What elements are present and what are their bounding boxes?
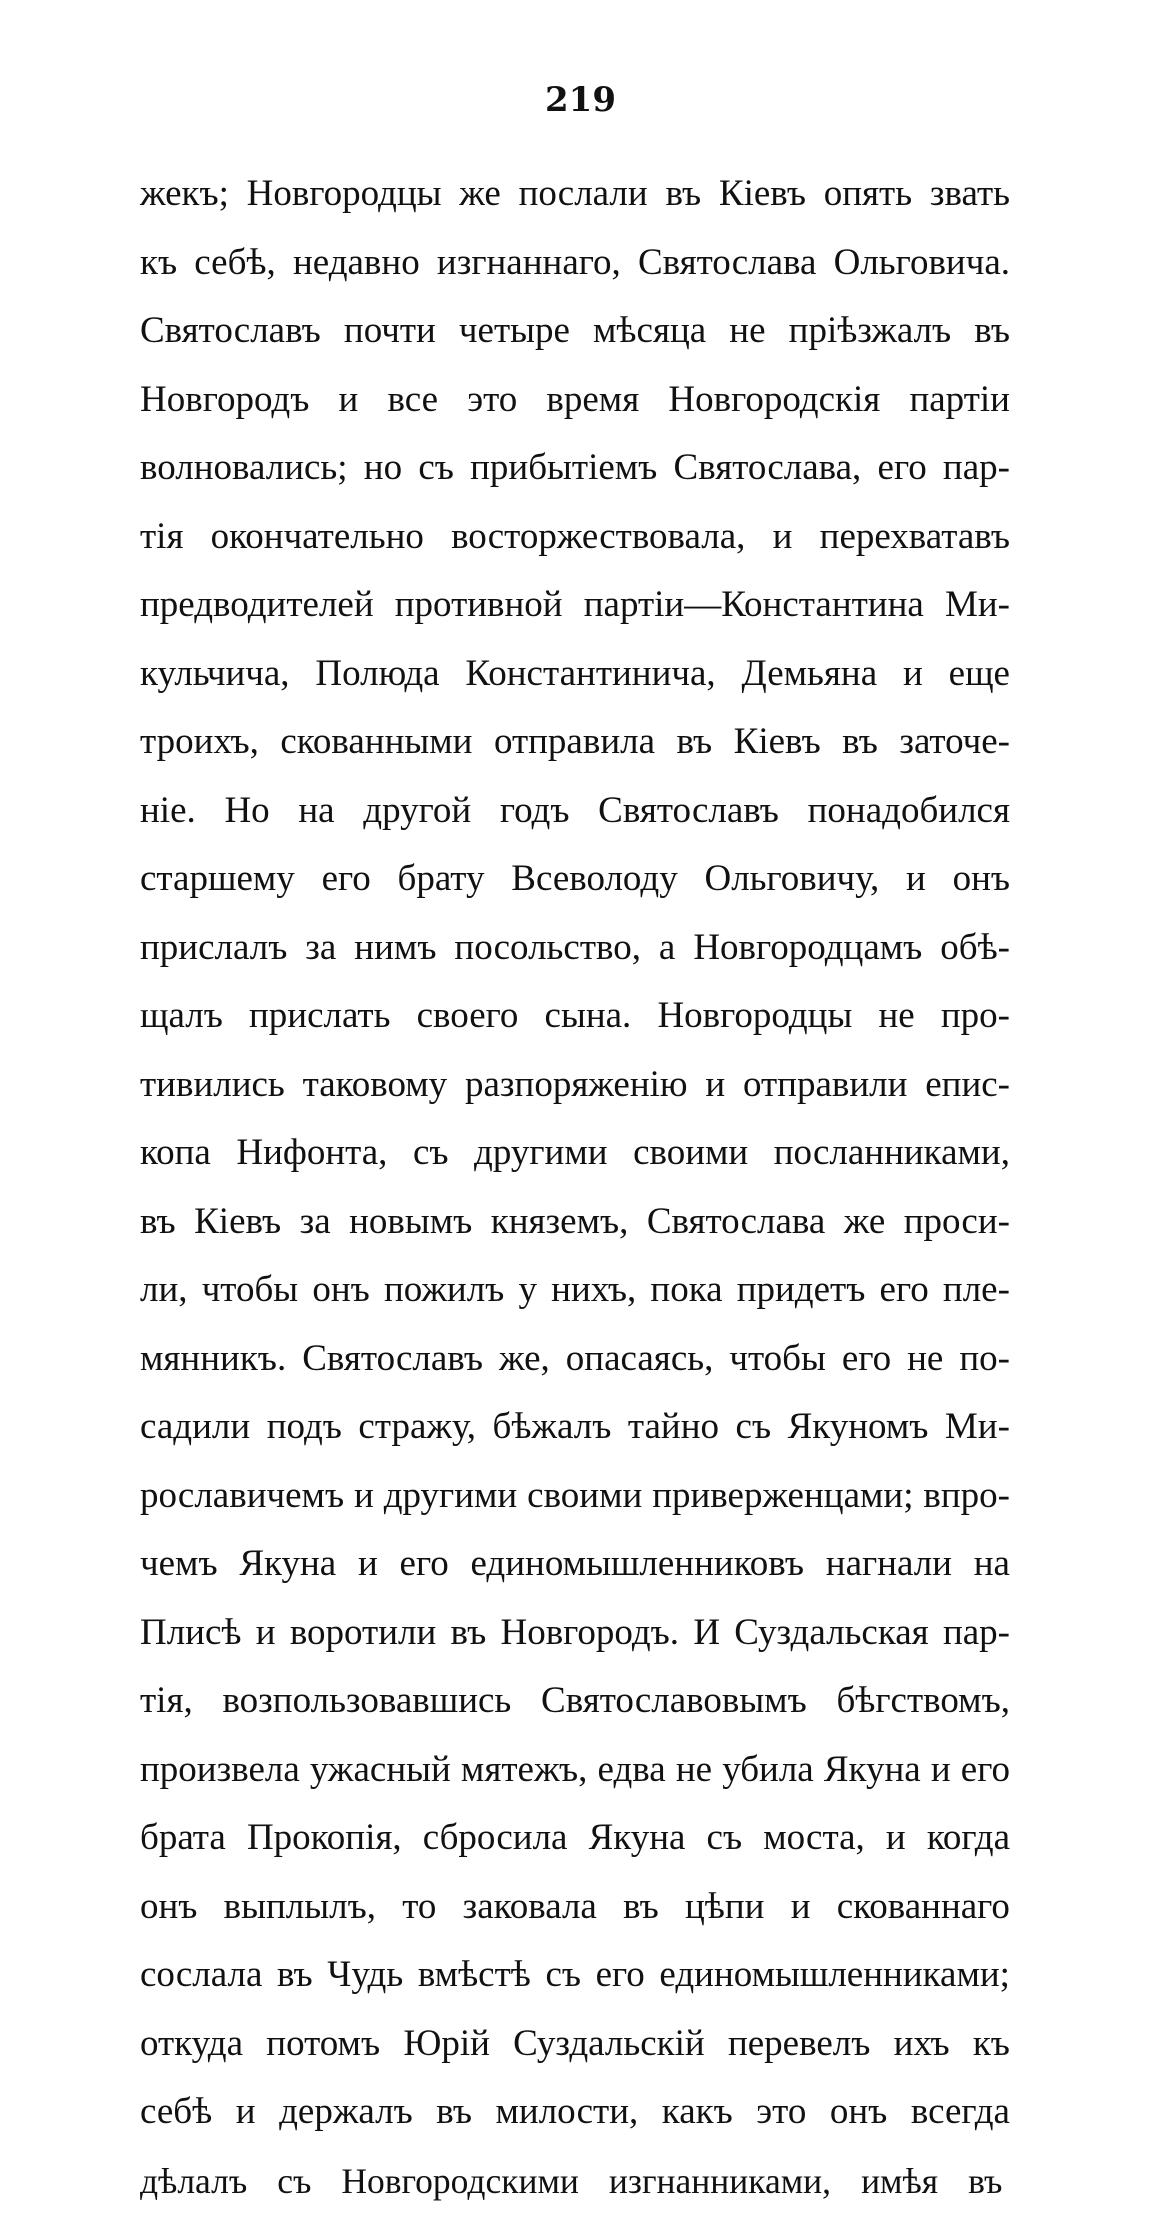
- text-line: [140, 1599, 1010, 1668]
- text-line: [140, 1667, 1010, 1736]
- word: это: [756, 2078, 806, 2147]
- word: же: [459, 160, 501, 229]
- text-line: [140, 2147, 1010, 2215]
- word: почти: [344, 297, 436, 366]
- word: съ: [413, 1119, 449, 1188]
- word: мѣсяца: [593, 297, 706, 366]
- text-line: [140, 777, 1010, 846]
- word: и: [931, 1736, 951, 1805]
- word: все: [387, 366, 438, 435]
- word: ихъ: [894, 2010, 950, 2079]
- word: скованнаго: [837, 1873, 1010, 1942]
- text-line: [140, 2010, 1010, 2079]
- word: откуда: [140, 2010, 243, 2079]
- word: и: [354, 1462, 374, 1531]
- word: противной: [395, 571, 563, 640]
- word: за: [300, 1188, 331, 1257]
- word: еще: [949, 640, 1010, 709]
- text-line: [140, 434, 1010, 503]
- text-line: [140, 571, 1010, 640]
- word: другими: [474, 1119, 608, 1188]
- word: съ: [545, 1941, 581, 2010]
- text-line: [140, 914, 1010, 983]
- word: чтобы: [202, 1256, 298, 1325]
- word: Святослава,: [674, 434, 862, 503]
- word: перехватавъ: [820, 503, 1010, 572]
- word: то: [402, 1873, 436, 1942]
- word: своими: [633, 1119, 748, 1188]
- text-line: [140, 1119, 1010, 1188]
- word: у: [518, 1256, 537, 1325]
- word: ніе.: [140, 777, 196, 846]
- word: послали: [519, 160, 648, 229]
- word: Новгородскими: [341, 2147, 579, 2215]
- word: тивились: [140, 1051, 285, 1120]
- word: нимъ: [354, 914, 436, 983]
- word: его: [322, 845, 371, 914]
- word: восторжествовала,: [451, 503, 745, 572]
- word: нихъ,: [551, 1256, 636, 1325]
- word: изгнаннаго,: [437, 229, 621, 298]
- word: и: [886, 1804, 906, 1873]
- word: Святославъ: [302, 1325, 483, 1394]
- word: приверженцами;: [652, 1462, 913, 1531]
- word: и: [236, 2078, 256, 2147]
- word: за: [305, 914, 336, 983]
- word: его: [596, 1941, 645, 2010]
- word: Суздальская: [734, 1599, 928, 1668]
- word: недавно: [293, 229, 420, 298]
- word: прислалъ: [140, 914, 287, 983]
- word: а: [659, 914, 675, 983]
- word: тія: [140, 503, 183, 572]
- word: бѣжалъ: [493, 1393, 612, 1462]
- word: старшему: [140, 845, 295, 914]
- word: но: [364, 434, 402, 503]
- word: когда: [927, 1804, 1010, 1873]
- word: какъ: [662, 2078, 733, 2147]
- word: же,: [499, 1325, 550, 1394]
- word: окончательно: [211, 503, 424, 572]
- text-line: [140, 1188, 1010, 1257]
- word: Чудь: [327, 1941, 403, 2010]
- word: княземъ,: [491, 1188, 629, 1257]
- text-line: [140, 1325, 1010, 1394]
- body-text: [140, 160, 1010, 2215]
- word: по-: [959, 1325, 1010, 1394]
- word: нагнали: [826, 1530, 952, 1599]
- word: имѣя: [861, 2147, 938, 2215]
- word: въ: [277, 1941, 313, 2010]
- word: съ: [707, 1804, 743, 1873]
- word: Новгородъ.: [500, 1599, 679, 1668]
- word: ли,: [140, 1256, 188, 1325]
- word: отправили: [743, 1051, 907, 1120]
- text-line: [140, 982, 1010, 1051]
- text-line: [140, 1530, 1010, 1599]
- text-line: [140, 1873, 1010, 1942]
- text-line: [140, 1804, 1010, 1873]
- word: его: [842, 1325, 891, 1394]
- word: его: [880, 1256, 929, 1325]
- word: пар-: [943, 1599, 1010, 1668]
- word: на: [974, 1530, 1010, 1599]
- word: мятежъ,: [461, 1736, 587, 1805]
- word: звать: [930, 160, 1010, 229]
- word: его: [878, 434, 927, 503]
- word: къ: [973, 2010, 1010, 2079]
- word: Новгородцамъ: [693, 914, 922, 983]
- word: Ми-: [945, 571, 1010, 640]
- word: заточе-: [899, 708, 1010, 777]
- text-line: [140, 160, 1010, 229]
- word: придетъ: [737, 1256, 866, 1325]
- word: моста,: [763, 1804, 865, 1873]
- word: тайно: [628, 1393, 719, 1462]
- word: Новгородъ: [140, 366, 309, 435]
- text-line: [140, 1736, 1010, 1805]
- word: отправила: [494, 708, 655, 777]
- word: и: [791, 1873, 811, 1942]
- word: ужасный: [310, 1736, 451, 1805]
- word: пле-: [943, 1256, 1010, 1325]
- word: Прокопія,: [247, 1804, 402, 1873]
- word: его: [400, 1530, 449, 1599]
- text-line: [140, 1393, 1010, 1462]
- text-line: [140, 1462, 1010, 1531]
- word: въ: [676, 708, 712, 777]
- word: сына.: [545, 982, 632, 1051]
- word: въ: [623, 1873, 659, 1942]
- word: потомъ: [266, 2010, 380, 2079]
- word: это: [467, 366, 517, 435]
- word: годъ: [500, 777, 570, 846]
- text-line: [140, 708, 1010, 777]
- word: Якуна: [589, 1804, 686, 1873]
- text-line: [140, 1256, 1010, 1325]
- word: брату: [398, 845, 485, 914]
- word: сбросила: [423, 1804, 568, 1873]
- word: посольство,: [454, 914, 641, 983]
- word: Якуномъ: [788, 1393, 929, 1462]
- word: цѣпи: [685, 1873, 765, 1942]
- page-number: 219: [0, 80, 1161, 120]
- word: прислать: [249, 982, 391, 1051]
- word: всегда: [911, 2078, 1010, 2147]
- word: партіи: [909, 366, 1010, 435]
- word: пожилъ: [384, 1256, 504, 1325]
- word: проси-: [904, 1188, 1010, 1257]
- word: его: [961, 1736, 1010, 1805]
- word: Демьяна: [742, 640, 878, 709]
- word: сослала: [140, 1941, 262, 2010]
- word: единомышленниками;: [659, 1941, 1010, 2010]
- word: не: [878, 982, 914, 1051]
- text-line: [140, 845, 1010, 914]
- word: вмѣстѣ: [418, 1941, 531, 2010]
- word: прибытіемъ: [470, 434, 657, 503]
- text-line: [140, 297, 1010, 366]
- word: въ: [968, 2147, 1002, 2215]
- word: держалъ: [279, 2078, 413, 2147]
- word: же: [844, 1188, 886, 1257]
- word: жекъ;: [140, 160, 229, 229]
- word: Полюда: [315, 640, 439, 709]
- word: разпоряженію: [465, 1051, 688, 1120]
- word: выплылъ,: [224, 1873, 376, 1942]
- text-line: [140, 1941, 1010, 2010]
- word: подъ: [267, 1393, 342, 1462]
- word: и: [358, 1530, 378, 1599]
- text-line: [140, 2078, 1010, 2147]
- word: Нифонта,: [236, 1119, 387, 1188]
- word: другой: [363, 777, 471, 846]
- word: не: [907, 1325, 943, 1394]
- text-line: [140, 229, 1010, 298]
- word: стражу,: [358, 1393, 476, 1462]
- word: заковала: [463, 1873, 597, 1942]
- word: тія,: [140, 1667, 193, 1736]
- word: Святославовымъ: [541, 1667, 807, 1736]
- word: другими: [384, 1462, 518, 1531]
- word: партіи—Константина: [584, 571, 924, 640]
- word: троихъ,: [140, 708, 259, 777]
- word: на: [298, 777, 334, 846]
- word: рославичемъ: [140, 1462, 344, 1531]
- text-line: [140, 640, 1010, 709]
- word: произвела: [140, 1736, 300, 1805]
- word: чтобы: [729, 1325, 825, 1394]
- word: впро-: [923, 1462, 1010, 1531]
- word: Якуна: [239, 1530, 336, 1599]
- word: Святославъ: [598, 777, 779, 846]
- word: Плисѣ: [140, 1599, 242, 1668]
- word: едва: [598, 1736, 666, 1805]
- word: чемъ: [140, 1530, 218, 1599]
- word: пока: [650, 1256, 722, 1325]
- word: пріѣзжалъ: [789, 297, 952, 366]
- word: перевелъ: [728, 2010, 870, 2079]
- word: возпользовавшись: [222, 1667, 511, 1736]
- word: Ольговичу,: [704, 845, 879, 914]
- word: Новгородскія: [668, 366, 880, 435]
- word: онъ: [953, 845, 1010, 914]
- word: таковому: [303, 1051, 448, 1120]
- text-line: [140, 366, 1010, 435]
- word: своими: [527, 1462, 642, 1531]
- word: И: [693, 1599, 720, 1668]
- word: Новгородцы: [657, 982, 852, 1051]
- word: воротили: [290, 1599, 436, 1668]
- word: онъ: [312, 1256, 369, 1325]
- word: и: [773, 503, 793, 572]
- word: дѣлалъ: [140, 2147, 247, 2215]
- text-line: [140, 1051, 1010, 1120]
- word: садили: [140, 1393, 250, 1462]
- word: милости,: [496, 2078, 639, 2147]
- word: Кіевъ: [719, 160, 806, 229]
- word: къ: [140, 229, 177, 298]
- word: въ: [451, 1599, 487, 1668]
- word: Кіевъ: [734, 708, 821, 777]
- word: и: [256, 1599, 276, 1668]
- word: Святославъ: [140, 297, 321, 366]
- word: епис-: [925, 1051, 1010, 1120]
- word: пар-: [943, 434, 1010, 503]
- word: въ: [974, 297, 1010, 366]
- word: Ольговича.: [834, 229, 1010, 298]
- word: понадобился: [808, 777, 1010, 846]
- word: Святослава: [638, 229, 817, 298]
- word: и: [903, 640, 923, 709]
- word: Святослава: [647, 1188, 826, 1257]
- word: Новгородцы: [247, 160, 442, 229]
- word: онъ: [140, 1873, 197, 1942]
- word: своего: [417, 982, 519, 1051]
- word: Кіевъ: [194, 1188, 281, 1257]
- word: себѣ: [140, 2078, 212, 2147]
- word: въ: [842, 708, 878, 777]
- word: Якуна: [824, 1736, 921, 1805]
- word: опять: [824, 160, 912, 229]
- word: кульчича,: [140, 640, 290, 709]
- word: щалъ: [140, 982, 223, 1051]
- word: Ми-: [945, 1393, 1010, 1462]
- word: съ: [736, 1393, 772, 1462]
- word: Юрій: [403, 2010, 490, 2079]
- word: скованными: [280, 708, 472, 777]
- word: четыре: [459, 297, 570, 366]
- word: Всеволоду: [511, 845, 677, 914]
- word: не: [676, 1736, 712, 1805]
- word: и: [339, 366, 359, 435]
- word: предводителей: [140, 571, 374, 640]
- word: убила: [722, 1736, 814, 1805]
- word: опасаясь,: [566, 1325, 714, 1394]
- word: брата: [140, 1804, 226, 1873]
- word: онъ: [830, 2078, 887, 2147]
- word: въ: [140, 1188, 176, 1257]
- word: время: [546, 366, 639, 435]
- word: себѣ,: [194, 229, 275, 298]
- word: про-: [941, 982, 1010, 1051]
- text-line: [140, 503, 1010, 572]
- word: Суздальскій: [513, 2010, 705, 2079]
- word: мянникъ.: [140, 1325, 286, 1394]
- word: изгнанниками,: [609, 2147, 831, 2215]
- word: бѣгствомъ,: [836, 1667, 1010, 1736]
- word: единомышленниковъ: [471, 1530, 805, 1599]
- word: обѣ-: [940, 914, 1010, 983]
- word: въ: [665, 160, 701, 229]
- word: съ: [277, 2147, 311, 2215]
- word: Но: [224, 777, 269, 846]
- word: въ: [436, 2078, 472, 2147]
- word: и: [705, 1051, 725, 1120]
- word: съ: [418, 434, 454, 503]
- word: не: [729, 297, 765, 366]
- word: Константинича,: [465, 640, 715, 709]
- word: копа: [140, 1119, 211, 1188]
- word: и: [906, 845, 926, 914]
- word: новымъ: [349, 1188, 472, 1257]
- word: посланниками,: [774, 1119, 1010, 1188]
- word: волновались;: [140, 434, 348, 503]
